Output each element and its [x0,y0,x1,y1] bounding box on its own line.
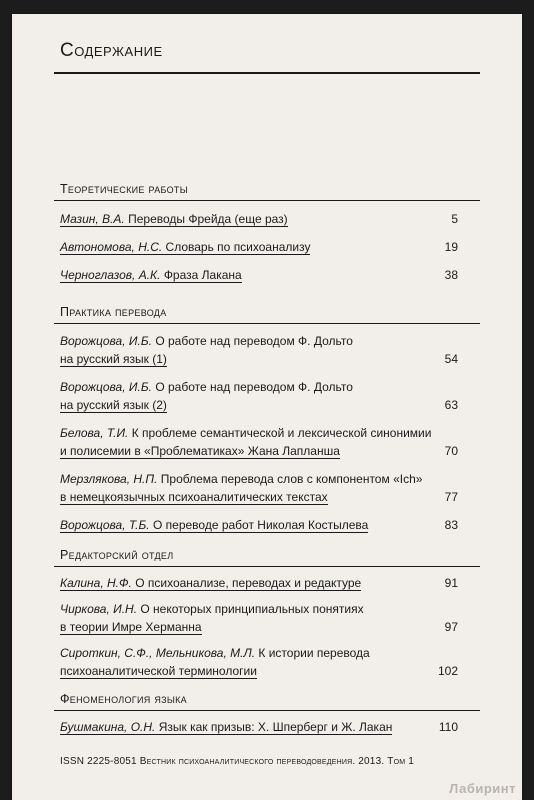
entry-title-cont: и полисемии в «Проблематиках» Жана Лапланша [60,444,340,458]
entry-title: О работе над переводом Ф. Дольто [155,334,353,348]
entry-title: О психоанализе, переводах и редактуре [135,576,362,590]
entry-page: 19 [444,240,458,254]
entry-page: 102 [437,664,458,678]
entry-page: 83 [444,518,458,532]
entry-title: Проблема перевода слов с компонентом «Ich» [160,472,423,486]
entry-page: 5 [451,212,458,226]
toc-entry[interactable] [60,332,458,368]
toc-heading: Содержание [60,40,163,61]
entry-title-cont: в немецкоязычных психоаналитических текстах [60,490,328,504]
entry-page: 91 [444,576,458,590]
entry-author: Калина, Н.Ф. [60,576,132,590]
entry-title: Словарь по психоанализу [165,240,311,254]
entry-author: Ворожцова, И.Б. [60,380,152,394]
entry-page: 54 [444,352,458,366]
footer-issn: ISSN 2225-8051 [60,756,137,767]
toc-entry[interactable] [60,600,458,636]
entry-title: О работе над переводом Ф. Дольто [155,380,353,394]
entry-author: Белова, Т.И. [60,426,129,440]
entry-title-cont: на русский язык (1) [60,352,167,366]
entry-author: Чиркова, И.Н. [60,602,138,616]
toc-entry[interactable] [60,378,458,414]
toc-entry[interactable] [60,424,458,460]
book-page [12,14,522,800]
toc-entry[interactable] [60,644,458,680]
section-title-theory: Теоретические работы [60,182,188,196]
page-footer [60,756,414,767]
entry-title-cont: в теории Имре Херманна [60,620,202,634]
entry-author: Мерзлякова, Н.П. [60,472,158,486]
entry-title-cont: психоаналитической терминологии [60,664,257,678]
entry-author: Сироткин, С.Ф., Мельникова, М.Л. [60,646,256,660]
entry-page: 38 [444,268,458,282]
entry-page: 70 [444,444,458,458]
entry-page: 110 [438,720,458,734]
section-rule [54,710,480,711]
entry-title: Переводы Фрейда (еще раз) [128,212,288,226]
entry-author: Автономова, Н.С. [60,240,163,254]
toc-entry[interactable] [60,470,458,506]
section-title-phenomenology: Феноменология языка [60,692,187,706]
section-title-practice: Практика перевода [60,305,167,319]
entry-title: Язык как призыв: Х. Шперберг и Ж. Лакан [158,720,393,734]
entry-author: Черноглазов, А.К. [60,268,161,282]
heading-rule [54,72,480,74]
toc-entry[interactable] [60,574,458,592]
entry-author: Мазин, В.А. [60,212,125,226]
entry-page: 77 [444,490,458,504]
entry-title: К истории перевода [258,646,370,660]
entry-page: 63 [444,398,458,412]
toc-entry[interactable] [60,718,458,736]
toc-entry[interactable] [60,210,458,228]
entry-title: О переводе работ Николая Костылева [152,518,369,532]
entry-author: Бушмакина, О.Н. [60,720,156,734]
section-title-editorial: Редакторский отдел [60,548,174,562]
watermark-logo: Лабиринт [449,781,516,796]
toc-entry[interactable] [60,516,458,534]
entry-title-cont: на русский язык (2) [60,398,167,412]
entry-title: О некоторых принципиальных понятиях [140,602,364,616]
toc-entry[interactable] [60,238,458,256]
entry-title: Фраза Лакана [163,268,242,282]
section-rule [54,566,480,567]
section-rule [54,200,480,201]
entry-author: Ворожцова, И.Б. [60,334,152,348]
toc-entry[interactable] [60,266,458,284]
footer-journal: Вестник психоаналитического переводоведения. 2013. Том 1 [139,756,415,767]
section-rule [54,323,480,324]
entry-title: К проблеме семантической и лексической синонимии [131,426,432,440]
entry-page: 97 [444,620,458,634]
entry-author: Ворожцова, Т.Б. [60,518,150,532]
